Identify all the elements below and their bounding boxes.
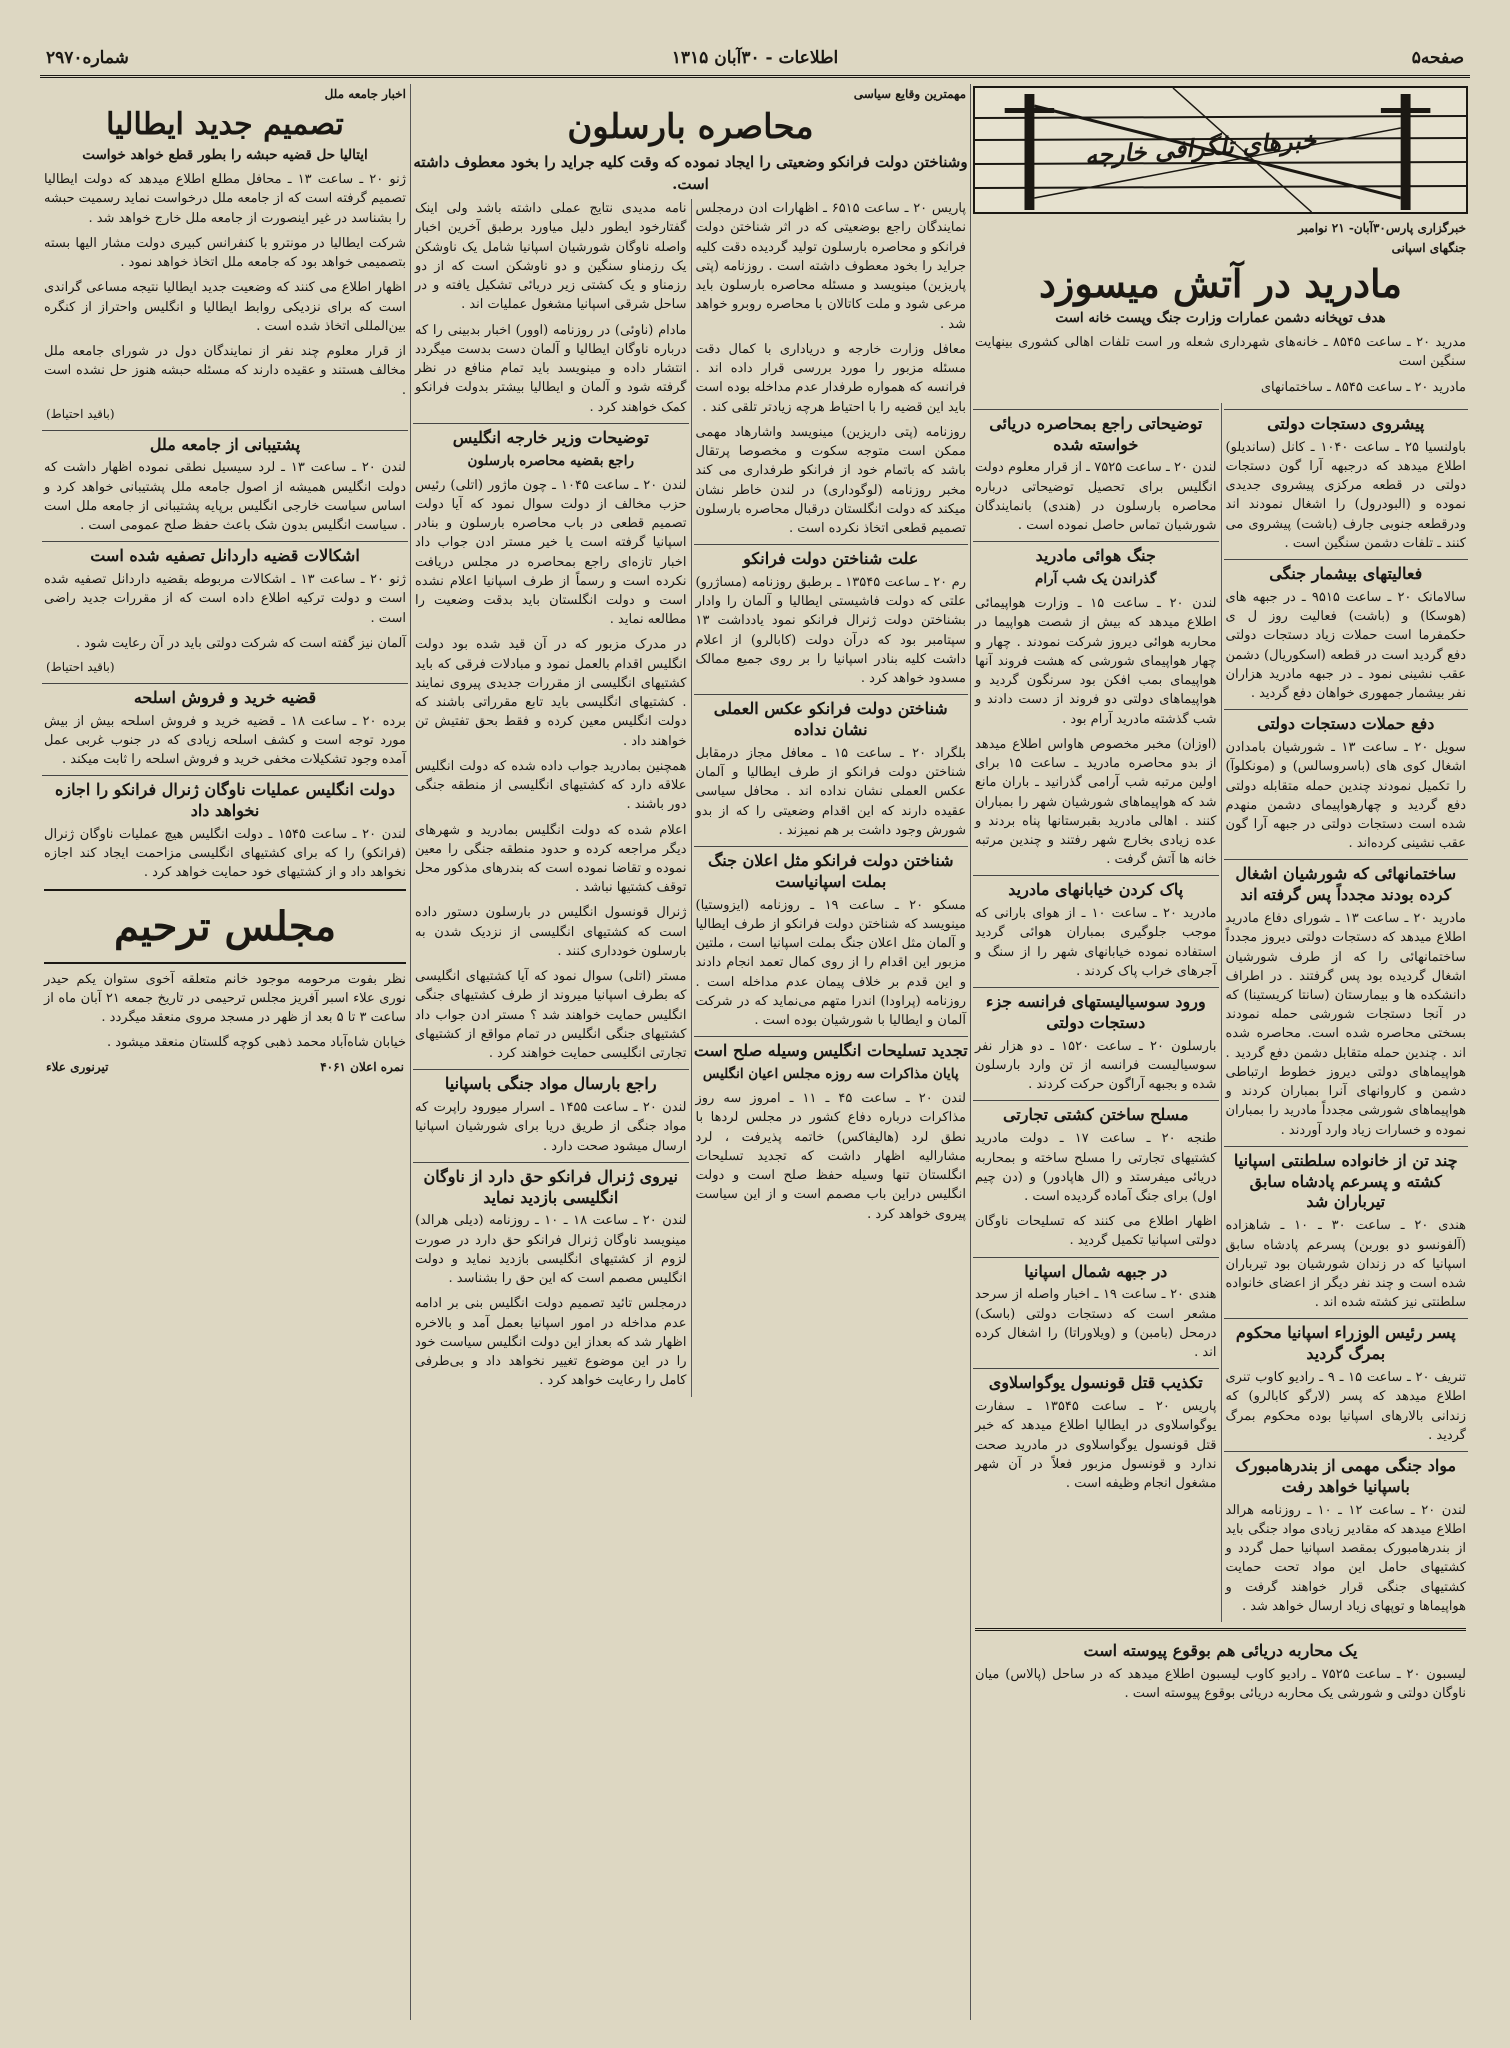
article-italy-4: از قرار معلوم چند نفر از نمایندگان دول در شورای جامعه ملل مخالف هستند و عقیده دارند که مسئله حبشه هنوز حل نشده است . [44,344,406,398]
article-declaration-of-war: مسکو ۲۰ ـ ساعت ۱۹ ـ روزنامه (ایزوستیا) مینویسد که شناختن دولت فرانکو از طرف ایطالیا و آلمان مثل اعلان جنگ بملت اسپانیا است ، ملتین مزبور این اقدام را از روی کمال تعمد انجام دادند و این قدم بر خلاف پیمان عدم مداخله است . روزنامه (پراودا) اندرا متهم می‌نماید که در شرکت آلمان و ایطالیا با شورشیان بوده است . [695,897,966,1029]
headline-repel-attacks: دفع حملات دستجات دولتی [1224,709,1469,735]
banner-title: خبرهای تلگرافی خارجه [1084,124,1317,171]
section-label: جنگهای اسپانی [1391,240,1466,255]
lede: مدرید ۲۰ ـ ساعت ۸۵۴۵ ـ خانه‌های شهرداری شعله ور است تلفات اهالی کشوری بینهایت سنگین است [975,335,1466,370]
headline-war-activity: فعالیتهای بیشمار جنگی [1224,559,1469,585]
headline-clean-streets: پاک کردن خیابانهای مادرید [973,875,1219,901]
notice-number: نمره اعلان ۴۰۶۱ [320,1059,404,1074]
headline-rearmament: تجدید تسلیحات انگلیس وسیله صلح است [694,1036,969,1062]
main-headline-barcelona: محاصره بارسلون [567,106,814,147]
article-britain-franco-fleet: لندن ۲۰ ـ ساعت ۱۵۴۵ ـ دولت انگلیس هیچ عملیات ناوگان ژنرال (فرانکو) را که برای کشتیهای انگلیسی مزاحمت ایجاد کند اجازه نخواهد داد و از کشتیهای خود حمایت خواهد کرد . [44,826,406,881]
article-germany-note: آلمان نیز گفته است که شرکت دولتی باید در آن رعایت شود . [76,635,406,651]
headline-franco-inspection: نیروی ژنرال فرانکو حق دارد از ناوگان انگلیسی بازدید نماید [413,1162,689,1209]
headline-no-reaction: شناختن دولت فرانکو عکس العملی نشان نداده [694,694,969,741]
article-non-intervention: درمجلس تائید تصمیم دولت انگلیس بنی بر ادامه عدم مداخله در امور اسپانیا بعمل آمد و بالاخره اظهار شد که بعداز این دولت انگلیس سیاست خود را در این موضوع تغییر نخواهد داد و بی‌طرفی کامل را رعایت خواهد کرد . [415,1296,687,1389]
headline-advance: پیشروی دستجات دولتی [1224,409,1469,435]
article-eden-4: اعلام شده که دولت انگلیس بمادرید و شهرهای دیگر مراجعه کرده و حدود منطقه جنگی را معین نموده و تقاضا نموده است که بندرهای مذکور محل توقف کشتیها نباشد . [415,822,687,896]
article-eden-6: مستر (اتلی) سوال نمود که آیا کشتیهای انگلیسی که بطرف اسپانیا میروند از طرف کشتیهای جنگی انگلیس حمایت خواهند شد ؟ مستر ادن جواب داد کشتیهای جنگی انگلیس در تمام مواقع از کشتیهای تجارتی انگلیسی حمایت خواهند کرد . [415,969,687,1062]
headline-dardanelles: اشکالات قضیه داردانل تصفیه شده است [42,541,408,567]
masthead [40,40,1470,78]
subhead-air-war: گذراندن یک شب آرام [1035,571,1157,588]
headline-eden-explanations: توضیحات وزیر خارجه انگلیس [413,423,689,449]
article-arms-trade: برده ۲۰ ـ ساعت ۱۸ ـ قضیه خرید و فروش اسلحه بیش از بیش مورد توجه است و کشف اسلحه زیادی که در جنوب غربی عمل آمده وجود تشکیلات مخفی خرید و فروش اسلحه را ثابت میکند . [44,713,406,768]
caution-note-1: (باقید احتیاط) [46,406,115,421]
funeral-notice-address: خیابان شاه‌آباد محمد ذهبی کوچه گلستان منعقد میشود . [107,1035,406,1051]
article-italy-1: ژنو ۲۰ ـ ساعت ۱۳ ـ محافل مطلع اطلاع میدهد که دولت ایطالیا تصمیم گرفته است که از جامعه ملل درخواست نماید رسمیت حبشه را بشناسد در غیر اینصورت از جامعه ملل خارج خواهد شد . [44,172,406,226]
headline-blockade-explanation: توضیحاتی راجع بمحاصره دریائی خواسته شده [973,409,1219,456]
article-rebel-fleet: نامه مدیدی نتایج عملی داشته باشد ولی اینک گفتارخود ایطور دلیل میاورد برطبق آخرین اخبار واصله ناوگان شورشیان اسپانیا شامل یک ناوشکن یک رزمناو سنگین و دو ناوشکن است که از دو رزمناو و یک کشتی زیر دریائی تشکیل یافته و در ساحل شرقی اسپانیا مشغول عملیات اند . [415,201,687,313]
subhead-madrid: هدف توپخانه دشمن عمارات وزارت جنگ وپست خانه است [1055,310,1386,327]
news-subcolumn-right [1221,403,1471,1622]
article-northern-front: هندی ۲۰ ـ ساعت ۱۹ ـ اخبار واصله از سرحد مشعر است که دستجات دولتی (باسک) درمحل (بامبن) و (ویلاوراتا) را اشغال کرده اند . [975,1287,1217,1361]
headline-hamburg: مواد جنگی مهمی از بندرهامبورک باسپانیا خواهد رفت [1224,1451,1469,1498]
article-clean-streets: مادرید ۲۰ ـ ساعت ۱۰ ـ از هوای بارانی که موجب جلوگیری بمباران هوائی گردید استفاده نموده خیابانهای شهر را از سنگ و آجرهای خراب پاک کردند . [975,906,1217,979]
article-advance: باولنسیا ۲۵ ـ ساعت ۱۰۴۰ ـ کانل (ساندیلو) اطلاع میدهد که درجبهه آرا گون دستجات دولتی در قطعه مرکزی پیشروی جدیدی نموده و (البودرول) را اشغال نمودند اند ودرقطعه جنوبی جارف (باشت) پیشروی می کنند ـ تلفات دشمن سنگین است . [1225,439,1466,551]
masthead-date: اطلاعات - ۳۰آبان ۱۳۱۵ [671,47,839,68]
article-war-materials: لندن ۲۰ ـ ساعت ۱۴۵۵ ـ اسرار میورود راپرت که مواد جنگی از طریق دریا برای شورشیان اسپانیا ارسال میشود صحت دارد . [415,1100,687,1154]
subhead-eden-explanations: راجع بقضیه محاصره بارسلون [467,452,635,469]
page-label: صفحه۵ [1411,47,1464,68]
column-league-of-nations [40,84,410,2020]
main-headline-madrid: مادرید در آتش میسوزد [1039,260,1402,306]
headline-air-war: جنگ هوائی مادرید [973,541,1219,567]
center-subcolumn-left [411,199,691,1396]
article-eden-1: لندن ۲۰ ـ ساعت ۱۰۴۵ ـ چون ماژور (اتلی) رئیس حزب مخالف از دولت سوال نمود که آیا دولت تصمیم قطعی در باب محاصره بارسلون و بنادر اسپانیا گرفته است یا خیر مستر ادن جواب داد اخبار تازه‌ای راجع بمحاصره در مجلس دریافت نکرده است و رسماً از طرف اسپانیا اعلام نشده است و دولت انگلستان باید بدقت وضعیت را مطالعه نماید . [415,477,687,628]
article-eden-2: در مدرک مزبور که در آن قید شده بود دولت انگلیس اقدام بالعمل نمود و مبادلات فرقی که باید کشتیهای انگلیسی از مقررات جدیدی پیروی نمایند . کشتیهای انگلیسی باید تابع مقرراتی باشند که دولت انگلیس معین کرده و فقط بحق تفتیش تن خواهند داد . [415,637,687,749]
newspaper-page [40,40,1470,2020]
article-eden-3: همچنین بمادرید جواب داده شده که دولت انگلیس علاقه دارد که کشتیهای انگلیسی از منطقه جنگی دور باشند . [415,758,687,813]
telegraph-banner [973,86,1468,214]
headline-league-support: پشتیبانی از جامعه ملل [42,430,408,456]
funeral-notice-title: مجلس ترحیم [44,889,406,964]
article-french-socialists: بارسلون ۲۰ ـ ساعت ۱۵۲۰ ـ دو هزار نفر سوسیالیست فرانسه از تن وارد بارسلون شده و بجبهه آراگون حرکت کردند . [975,1038,1217,1093]
headline-war-materials: راجع بارسال مواد جنگی باسپانیا [413,1069,689,1095]
article-hamburg: لندن ۲۰ ـ ساعت ۱۲ ـ ۱۰ ـ روزنامه هرالد اطلاع میدهد که مقادیر زیادی مواد جنگی باید از بندرهامبورک بمقصد اسپانیا حمل گردد و کشتیهای حامل این مواد تحت حمایت کشتیهای جنگی قرار خواهند گرفت و هواپیماها و توپهای زیاد ارسال خواهد شد . [1225,1502,1466,1614]
headline-armed-merchant: مسلح ساختن کشتی تجارتی [973,1100,1219,1126]
section-label-league: اخبار جامعه ملل [324,87,406,101]
article-naval-battle: لیسبون ۲۰ ـ ساعت ۷۵۲۵ ـ رادیو کاوب لیسبون اطلاع میدهد که در ساحل (پالاس) میان ناوگان دولتی و شورشی یک محاربه دریائی بوقوع پیوسته است . [975,1666,1466,1701]
article-blockade-explanation: لندن ۲۰ ـ ساعت ۷۵۲۵ ـ از قرار معلوم دولت انگلیس برای تحصیل توضیحاتی درباره محاصره بارسلون در (هندی) بانمایندگان شورشیان تماس حاصل نموده است . [975,460,1217,534]
main-headline-italy: تصمیم جدید ایطالیا [106,106,344,142]
article-league-support: لندن ۲۰ ـ ساعت ۱۳ ـ لرد سیسیل نطقی نموده اظهار داشت که دولت انگلیس همیشه از اصول جامعه ملل پشتیبانی خواهد کرد و اساس سیاست خارجی انگلیس برپایه پشتیبانی از جامعه ملل است . سیاست انگلیس بدون شک باعث حفظ صلح عمومی است . [44,460,406,534]
article-repel-attacks: سویل ۲۰ ـ ساعت ۱۳ ـ شورشیان بامدادن اشغال کوی های (باسروسالس) و (مونکلوآ) را تکمیل نمودند چندین حمله متقابله دولتی دفع گردید و چهارهواپیمای دشمن منهدم شده است دستجات دولتی در جبهه آرا گون عقب نشینی کرده‌اند . [1225,740,1466,852]
article-buildings-retaken: مادرید ۲۰ ـ ساعت ۱۳ ـ شورای دفاع مادرید اطلاع میدهد که دستجات دولتی دیروز مجدداً ساختمانهائی را که از طرف شورشیان اشغال گردیده بود پس گرفتند . در اطراف دانشکده ها و بیمارستان (سانتا کریستینا) که در آنجا دستجات شورشی حمله نمودند بسختی محاصره شده است. محاصره شده اند . چندین حمله متقابل دشمن دفع گردید . هواپیماهای دولتی دیروز خطوط ارتباطی دشمن و کاروانهای آنرا بمباران کردند و هواپیماهای شورشی مجدداً مادرید را بمباران نموده و خسارات زیاد وارد آوردند . [1225,911,1466,1138]
article-italy-3: اظهار اطلاع می کنند که وضعیت جدید ایطالیا نتیجه مساعی گراندی است که برای نزدیکی روابط ایطالیا و انگلیس واحتراز از کنگره بین‌المللی اتخاذ شده است . [44,280,406,334]
lede-2: مادرید ۲۰ ـ ساعت ۸۵۴۵ ـ ساختمانهای [1260,379,1466,395]
article-lords-debate: لندن ۲۰ ـ ساعت ۴۵ ـ ۱۱ ـ امروز سه روز مذاکرات درباره دفاع کشور در مجلس لردها با نطق لرد (هالیفاکس) خاتمه پذیرفت ، لرد مشارالیه اظهار داشت که تجدید تسلیحات انگلستان تنها وسیله حفظ صلح است و دولت انگلیس دراین باب مصمم است و از این سیاست پیروی خواهد کرد . [695,1091,966,1222]
headline-french-socialists: ورود سوسیالیستهای فرانسه جزء دستجات دولتی [973,987,1219,1034]
column-political-events [410,84,970,2020]
headline-northern-front: در جبهه شمال اسپانیا [973,1257,1219,1283]
article-eden-5: ژنرال قونسول انگلیس در بارسلون دستور داده است که کشتیهای انگلیسی از نزدیک شدن به بارسلون خودداری کنند . [415,905,687,959]
article-quiet-night: (اوزان) مخبر مخصوص هاواس اطلاع میدهد از بدو محاصره مادرید ـ ساعت ۱۵ برای اولین مرتبه شب آرامی گذرانید ـ باران مانع شد که هواپیماهای شورشیان شهر را بمباران کنند . اهالی مادرید بقبرستانها پناه بردند و عده زیادی بخارج شهر رفتند و چندین مرتبه خانه ها آتش گرفت . [975,736,1217,868]
headline-pm-son: پسر رئیس الوزراء اسپانیا محکوم بمرگ گردید [1224,1318,1469,1365]
column-telegraph-news [970,84,1470,2020]
article-madame-tabouis: مادام (ناوئی) در روزنامه (اوور) اخبار بدبینی را که درباره ناوگان ایطالیا و آلمان دست بدست میگردد انتشار داده و مینویسد باید تمام منافع در نظر گرفته شود و آلمان و ایطالیا بیشتر بدولت فرانکو کمک خواهند کرد . [415,322,687,415]
funeral-notice-text: نظر بفوت مرحومه موجود خانم متعلقه آخوی ستوان یکم حیدر نوری علاء اسبر آفریز مجلس ترحیمی در تاریخ جمعه ۲۱ آبان ماه از ساعت ۳ تا ۵ بعد از ظهر در مسجد مروی منعقد میگردد . [44,971,406,1026]
headline-lords-debate: پایان مذاکرات سه روزه مجلس اعیان انگلیس [702,1066,959,1083]
agency-dateline: خبرگزاری پارس۳۰آبان- ۲۱ نوامبر [1298,221,1466,235]
article-dardanelles: ژنو ۲۰ ـ ساعت ۱۳ ـ اشکالات مربوطه بقضیه داردانل تصفیه شده است و دولت ترکیه اطلاع داده است که از مقررات جدید راضی است . [44,572,406,626]
article-recognition-reason: رم ۲۰ ـ ساعت ۱۳۵۴۵ ـ برطبق روزنامه (مساژرو) علتی که دولت فاشیستی ایطالیا و آلمان را وادار بشناختن دولت ژنرال فرانکو نمود یادداشت ۱۳ سپتامبر بود که درآن دولت (کابالرو) از اعلام داشت کلیه بنادر اسپانیا را بر روی جمیع ممالک مسدود خواهد کرد . [695,575,966,687]
notice-signature: تیرنوری علاء [46,1059,109,1074]
headline-royal-family: چند تن از خانواده سلطنتی اسپانیا کشته و پسرعم پادشاه سابق تیرباران شد [1224,1146,1469,1213]
article-air-war: لندن ۲۰ ـ ساعت ۱۵ ـ وزارت هواپیمائی اطلاع میدهد که بیش از شصت هواپیما در محاربه هوائی دیروز شرکت نمودند . چهار و چهار هواپیمای شورشی که هشت فروند آنها هواپیمای بمب افکن بود سرنگون گردید و هواپیماهای دولتی دو فروند از دست دادند و شب گذشته مادرید آرام بود . [975,596,1217,727]
headline-britain-franco-fleet: دولت انگلیس عملیات ناوگان ژنرال فرانکو را اجازه نخواهد داد [42,775,408,822]
news-subcolumn-left [971,403,1221,1622]
article-pm-son: تنریف ۲۰ ـ ساعت ۱۵ ـ ۹ ـ رادیو کاوب تنری اطلاع میدهد که پسر (لارگو کابالرو) که زندانی بالارهای اسپانیا بوده محکوم بمرگ گردید . [1225,1370,1466,1443]
article-italy-2: شرکت ایطالیا در مونترو با کنفرانس کبیری دولت مشار الیها بسته بتصمیمی خواهد بود که جامعه ملل اتخاذ خواهد نمود . [44,235,406,271]
section-label-political: مهمترین وقایع سیاسی [853,87,966,101]
headline-declaration-of-war: شناختن دولت فرانکو مثل اعلان جنگ بملت اسپانیاست [694,846,969,893]
article-fleet-complete: اظهار اطلاع می کنند که تسلیحات ناوگان دولتی اسپانیا تکمیل گردید . [975,1214,1217,1249]
article-war-activity: سالامانک ۲۰ ـ ساعت ۹۵۱۵ ـ در جبهه های (هوسکا) و (باشت) فعالیت روز ل ی حکمفرما است حملات زیاد دستجات دولتی دفع گردید است در قطعه (اسکوریال) دشمن عقب نشینی نمود ـ در جبهه مادرید هزاران نفر بیشمار جمهوری خواهان دفع گردید . [1225,589,1466,702]
headline-consul-denial: تکذیب قتل قونسول یوگواسلاوی [973,1368,1219,1394]
article-armed-merchant: طنجه ۲۰ ـ ساعت ۱۷ ـ دولت مادرید کشتیهای تجارتی را مسلح ساخته و بمحاربه دریائی میفرستد و (ال هاپادور) و (دن چیم اول) برای جنگ آماده گردیده است . [975,1131,1217,1204]
headline-recognition-reason: علت شناختن دولت فرانکو [694,544,969,570]
caution-note-2: (باقید احتیاط) [46,660,115,675]
article-foreign-ministry: معافل وزارت خارجه و دریاداری با کمال دقت مسئله مزبور را مورد بررسی قرار داده اند . فرانسه که همواره طرفدار عدم مداخله بوده است باید این قضیه را با احتیاط هرچه زیادتر تلقی کند . [695,341,966,415]
headline-naval-battle: یک محاربه دریائی هم بوقوع پیوسته است [1083,1640,1358,1660]
center-subcolumn-right [691,199,971,1396]
subhead-italy: ایتالیا حل قضیه حبشه را بطور قطع خواهد خواست [82,147,368,164]
article-consul-denial: پاریس ۲۰ ـ ساعت ۱۳۵۴۵ ـ سفارت یوگواسلاوی در ایطالیا اطلاع میدهد که خبر قتل قونسول یوگواسلاوی در مادرید صحت ندارد و قونسول مزبور فعلاً در آن شهر مشغول انجام وظیفه است . [975,1399,1217,1492]
subhead-barcelona: وشناختن دولت فرانکو وضعیتی را ایجاد نموده که وقت کلیه جراید را بخود معطوف داشته است. [413,152,968,194]
article-petit-parisien: روزنامه (پتی داریزین) مینویسد واشارهاد مهمی ممکن است متوجه سکوت و مخصوصا پرتقال باشد که باتمام خود از فرانکو طرفداری می کند مخبر روزنامه (لوگوداری) در لندن خاطر نشان میکند که دولت انگلستان درقبال محاصره بارسلون تصمیم قطعی اتخاذ نکرده است . [695,424,966,536]
article-no-reaction: بلگراد ۲۰ ـ ساعت ۱۵ ـ معافل مجاز درمقابل شناختن دولت فرانکو از طرف ایطالیا و آلمان عکس العملی نشان نداده اند . محافل سیاسی عقیده دارند که این اقدام وضعیتی را که از بدو شورش وجود داشت بر هم نمیزند . [695,746,966,838]
funeral-notice-footer [46,1059,404,1077]
headline-buildings-retaken: ساختمانهائی که شورشیان اشغال کرده بودند مجدداً پس گرفته اند [1224,859,1469,906]
issue-number: شماره۲۹۷۰ [46,47,129,68]
divider [975,1628,1466,1631]
article-paris-press: پاریس ۲۰ ـ ساعت ۶۵۱۵ ـ اظهارات ادن درمجلس نمایندگان راجع بوضعیتی که در اثر شناختن دولت فرانکو و محاصره بارسلون تولید گردیده دقت کلیه جراید را بخود معطوف داشته است . روزنامه (پتی پاریزین) مینویسد و مسئله محاصره بارسلون باید مرعی شود و ملت کاتالان با محاصره روبرو خواهد شد . [695,201,966,332]
article-franco-inspection: لندن ۲۰ ـ ساعت ۱۸ ـ ۱۰ ـ روزنامه (دیلی هرالد) مینویسد ناوگان ژنرال فرانکو حق دارد در صورت لزوم از کشتیهای انگلیسی بازدید نماید و دولت انگلیس مصمم است که این حق را بشناسد . [415,1213,687,1287]
headline-arms-trade: قضیه خرید و فروش اسلحه [42,683,408,709]
article-royal-family: هندی ۲۰ ـ ساعت ۳۰ ـ ۱۰ ـ شاهزاده (آلفونسو دو بوربن) پسرعم پادشاه سابق اسپانیا که در زندان شورشیان بود تیرباران شده است و چند نفر دیگر از اعضای خانواده سلطنتی نیز کشته شده اند . [1225,1218,1466,1311]
